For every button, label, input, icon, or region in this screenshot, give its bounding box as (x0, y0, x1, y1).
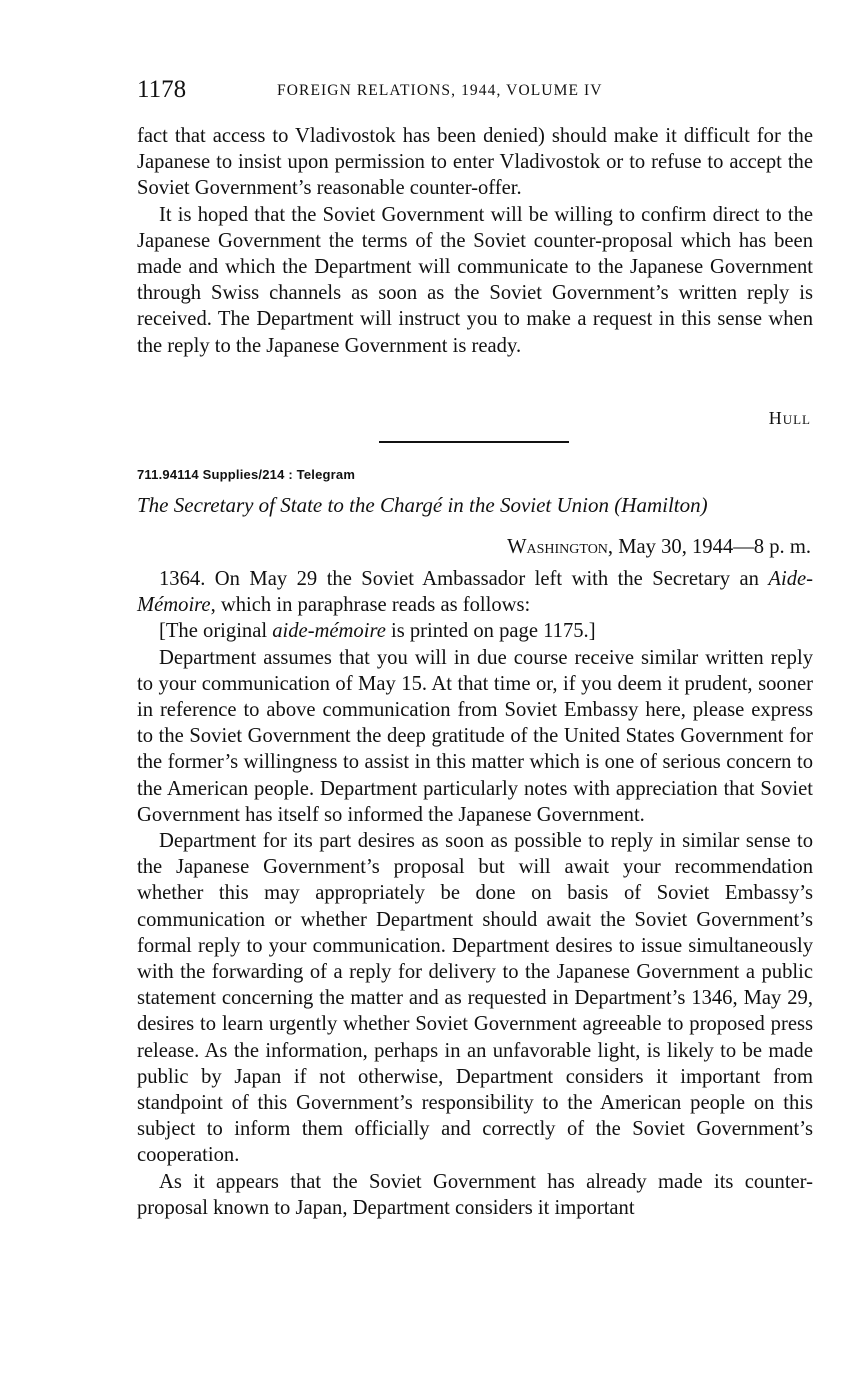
telegram-paragraph-1: 1364. On May 29 the Soviet Ambassador left with the Secretary an Aide-Mémoire, which in paraphrase reads as follows: (137, 568, 813, 617)
aide-memoire-term: Aide-Mémoire (137, 568, 813, 617)
aide-memoire-note-term: aide-mémoire (272, 620, 386, 643)
document-title-recipient: Hamilton (621, 493, 701, 517)
telegram-paragraph-2: Department assumes that you will in due course receive similar written reply to your communication of May 15. At that time or, if you deem it prudent, sooner in reference to above communication from Soviet Embassy here, please express to the Soviet Government the deep gratitude of the United States Government for the former’s willingness to assist in this matter which is one of serious concern to the American people. Department particularly notes with appreciation that Soviet Government has itself so informed the Japanese Government. (137, 646, 813, 826)
page-number: 1178 (137, 76, 187, 103)
section-divider (379, 441, 569, 443)
closing-paragraph: It is hoped that the Soviet Government will be willing to confirm direct to the Japanese Government the terms of the Soviet counter-proposal which has been made and which the Department will communicate to the Japanese Government through Swiss channels as soon as the Soviet Government’s written reply is received. The Department will instruct you to make a request in this sense when the reply to the Japanese Government is ready. (137, 203, 813, 357)
running-title: FOREIGN RELATIONS, 1944, VOLUME IV (277, 82, 603, 99)
editorial-note: [The original aide-mémoire is printed on page 1175.] (159, 620, 596, 643)
telegram-paragraph-3: Department for its part desires as soon as possible to reply in similar sense to the Japanese Government’s proposal but will await your recommendation whether this may appropriately be done on basis of Soviet Embassy’s communication or whether Department should await the Soviet Government’s formal reply to your communication. Department desires to issue simultaneously with the forwarding of a reply for delivery to the Japanese Government a public statement concerning the matter and as requested in Department’s 1346, May 29, desires to learn urgently whether Soviet Government agreeable to proposed press release. As the information, perhaps in an unfavorable light, is likely to be made public by Japan if not otherwise, Department considers it important from standpoint of this Government’s responsibility to the American people on this subject to inform them officially and correctly of the Soviet Government’s cooperation. (137, 830, 813, 1167)
file-reference: 711.94114 Supplies/214 : Telegram (137, 467, 356, 482)
dateline-date: May 30, 1944—8 p. m. (618, 536, 811, 558)
continued-text-block (137, 123, 813, 359)
signature: Hull (768, 408, 811, 428)
dateline-place: Washington, (507, 536, 614, 558)
telegram-body (137, 566, 813, 1221)
telegram-paragraph-4: As it appears that the Soviet Government has already made its counter-proposal known to Japan, Department considers it important (137, 1170, 813, 1219)
dateline (507, 536, 811, 559)
document-title: The Secretary of State to the Chargé in the Soviet Union (Hamilton) (137, 493, 708, 517)
page-header (137, 76, 817, 110)
continued-paragraph: fact that access to Vladivostok has been denied) should make it difficult for the Japanese to insist upon permission to enter Vladivostok or to refuse to accept the Soviet Government’s reasonable counter-offer. (137, 125, 813, 200)
